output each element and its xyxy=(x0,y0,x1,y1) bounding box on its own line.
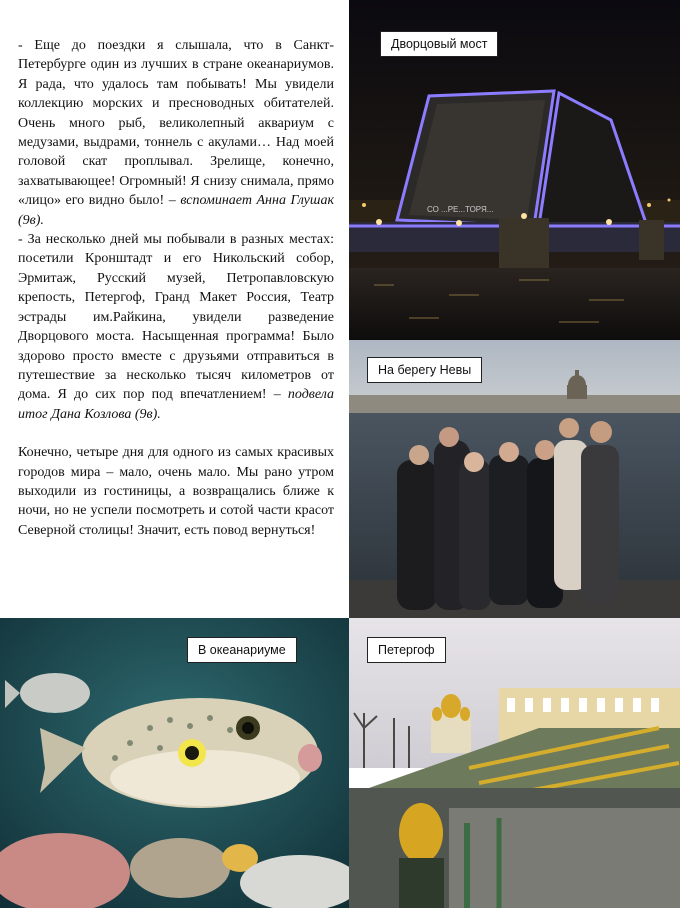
article-text xyxy=(18,36,334,540)
paragraph-2-credit: подвела итог Дана Козлова (9в). xyxy=(18,387,334,422)
neva-caption: На берегу Невы xyxy=(367,357,482,383)
paragraph-3: Конечно, четыре дня для одного из самых красивых городов мира – мало, очень мало. Мы рано утром выходили из гостиницы, а возвращались ближе к ночи, но не успели посмотреть и сотой части красот Северной столицы! Значит, есть повод вернуться! xyxy=(18,445,334,538)
bridge-sign-text: СО ...РЕ...ТОРЯ... xyxy=(427,205,494,214)
paragraph-2 xyxy=(18,230,334,424)
bridge-caption: Дворцовый мост xyxy=(380,31,498,57)
paragraph-1 xyxy=(18,36,334,230)
aquarium-caption: В океанариуме xyxy=(187,637,297,663)
paragraph-1-text: - Еще до поездки я слышала, что в Санкт-Петербурге один из лучших в стране океанариумов. Я рада, что удалось там побывать! Мы увидели коллекцию морских и пресноводных обитателей. Очень много рыб, великолепный аквариум с медузами, выдрами, тоннель с акулами… Над моей головой скат проплывал. Зрелище, конечно, захватывающее! Огромный! Я снизу снимала, прямо «лицо» его видно было! – xyxy=(18,38,334,209)
peterhof-caption: Петергоф xyxy=(367,637,446,663)
paragraph-1-credit: вспоминает Анна Глушак (9в). xyxy=(18,193,334,228)
paragraph-2-text: - За несколько дней мы побывали в разных местах: посетили Кронштадт и его Никольский собор, Эрмитаж, Русский музей, Петропавловскую крепость, Петергоф, Гранд Макет Россия, Театр эстрады им.Райкина, увидели разведение Дворцового моста. Насыщенная программа! Было здорово просто вместе с друзьями отправиться в путешествие за несколько тысяч километров от дома. Я до сих пор под впечатлением! – xyxy=(18,232,334,403)
